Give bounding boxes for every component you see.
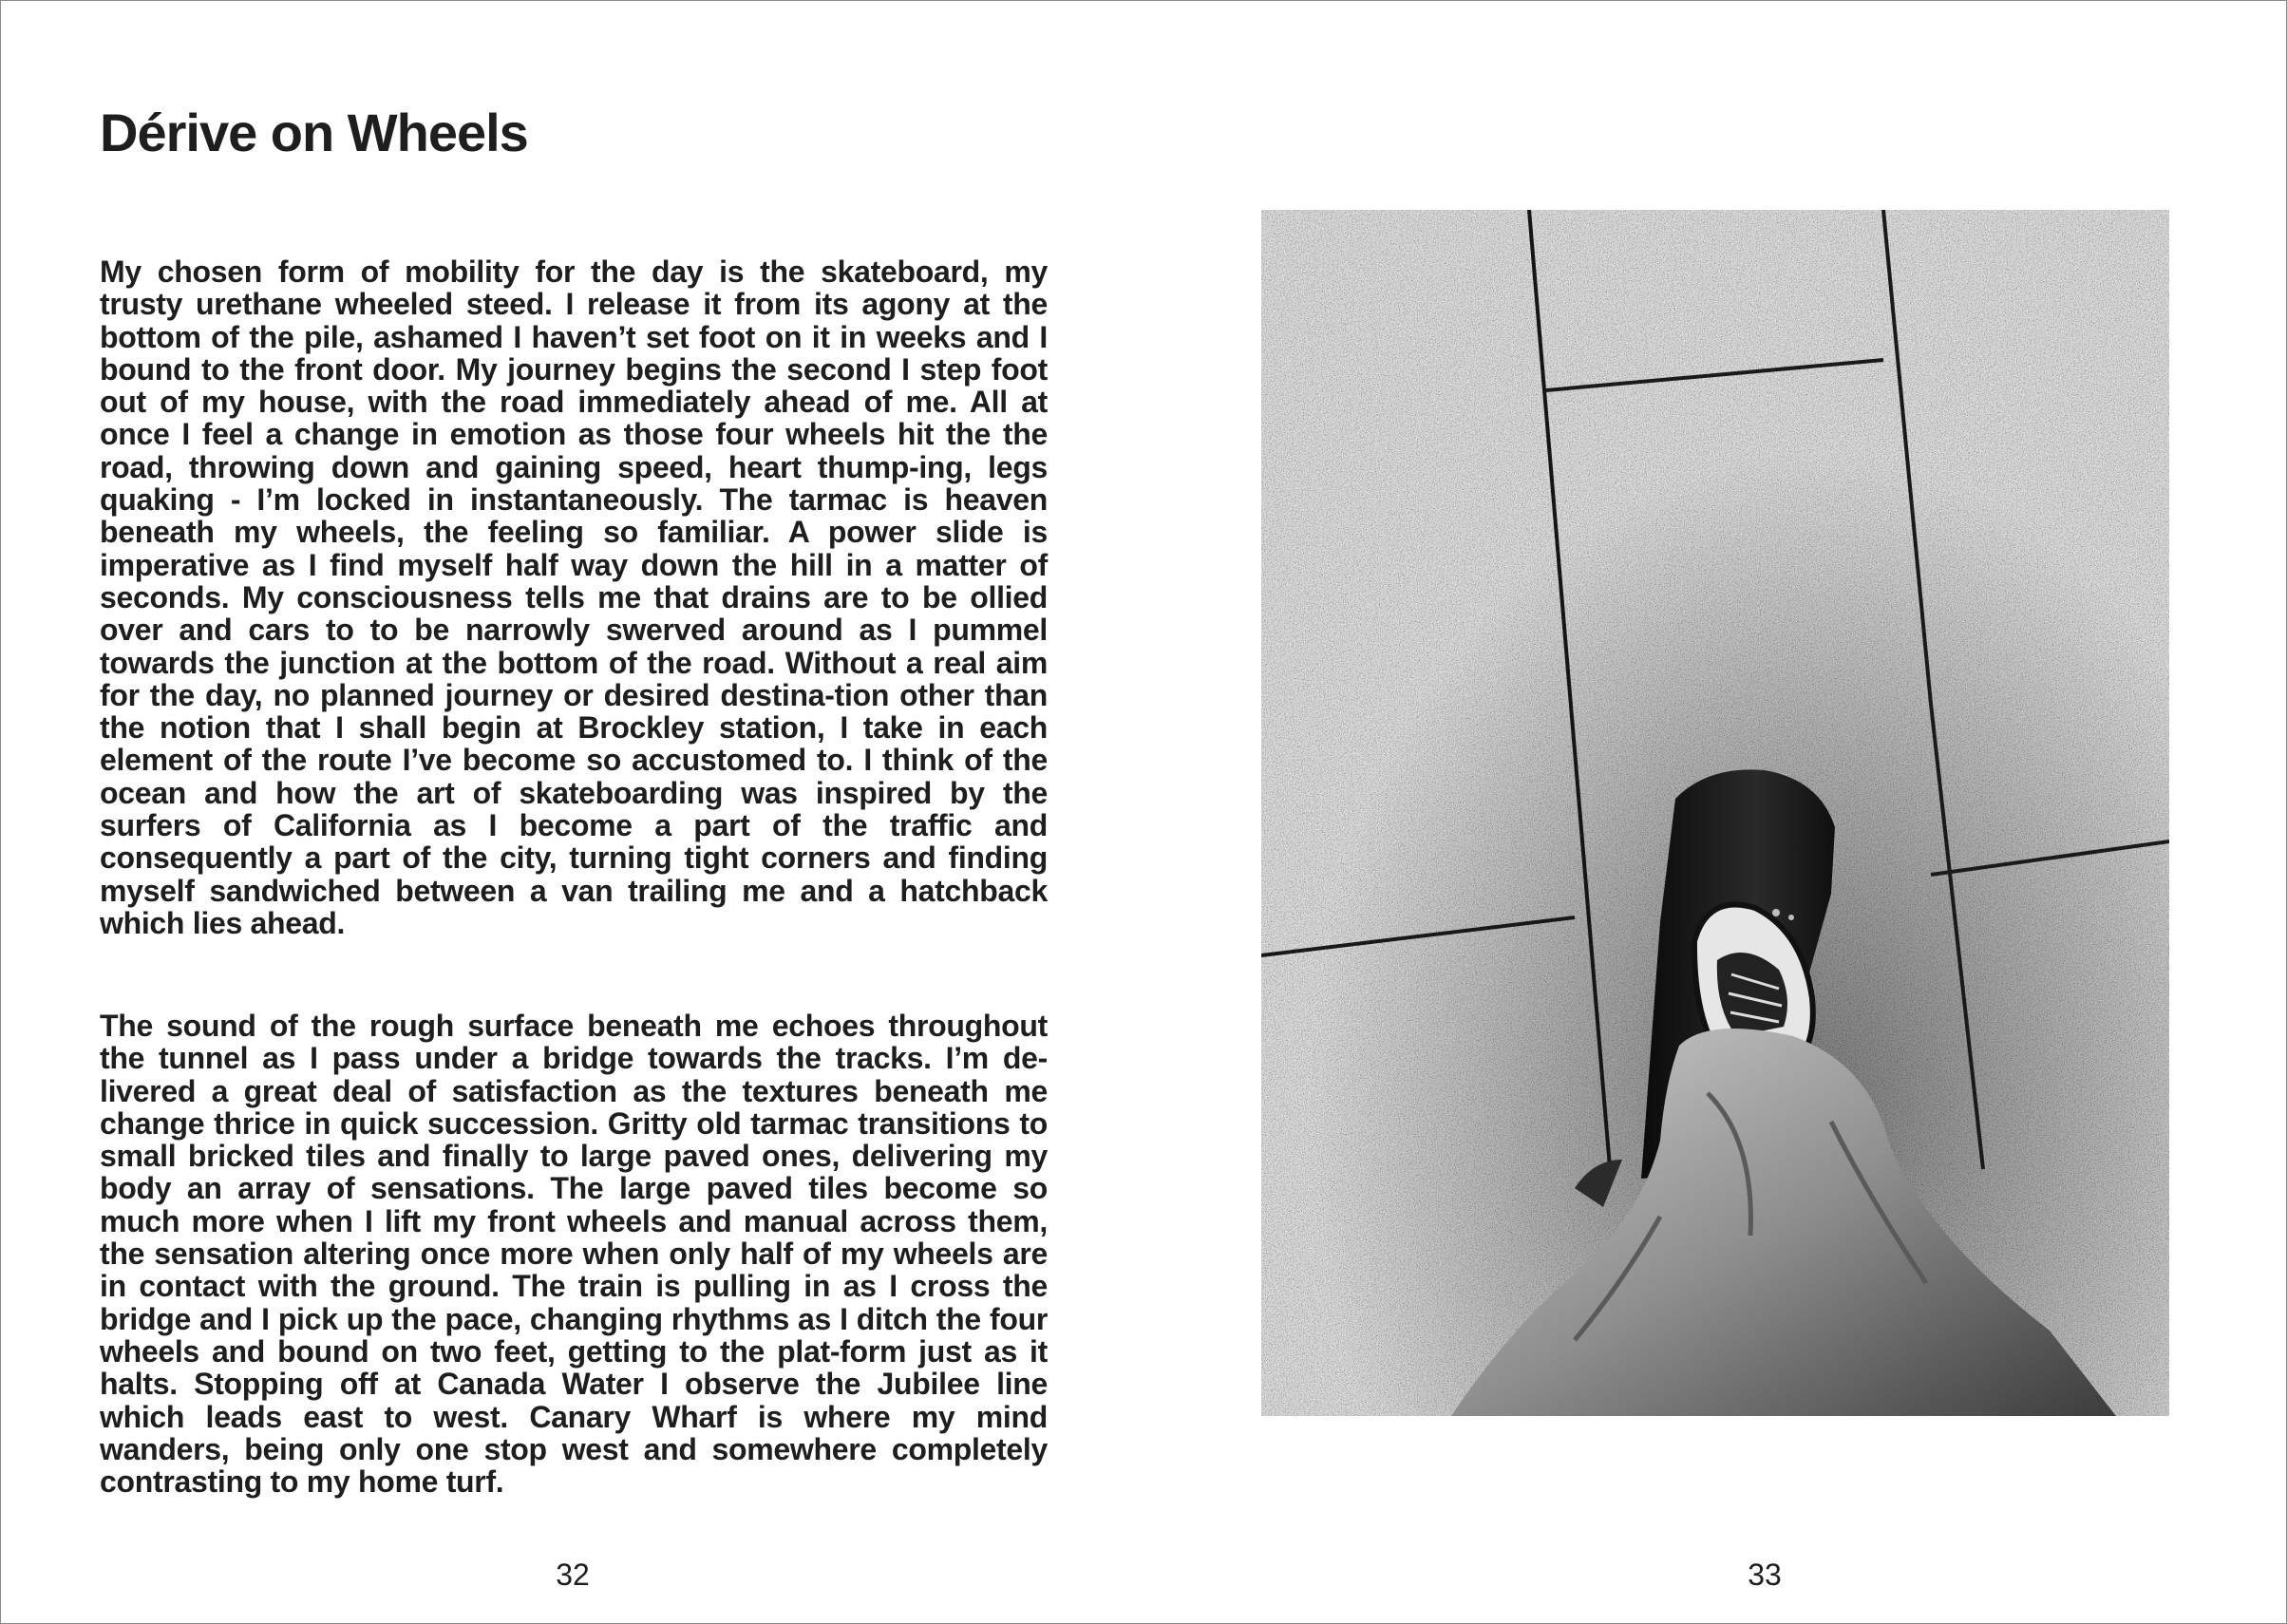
article-title: Dérive on Wheels	[100, 103, 528, 162]
skateboard-photo-icon	[1261, 210, 2169, 1416]
body-paragraph-1: My chosen form of mobility for the day is the skateboard, my trusty urethane wheeled steed. I release it from its agony at the bottom of the pile, ashamed I haven’t set foot on it in weeks and I bound to the front door. My journey begins the second I step foot out of my house, with the road immediately ahead of me. All at once I feel a change in emotion as those four wheels hit the the road, throwing down and gaining speed, heart thump-ing, legs quaking - I’m locked in instantaneously. The tarmac is heaven beneath my wheels, the feeling so familiar. A power slide is imperative as I find myself half way down the hill in a matter of seconds. My consciousness tells me that drains are to be ollied over and cars to to be narrowly swerved around as I pummel towards the junction at the bottom of the road. Without a real aim for the day, no planned journey or desired destina-tion other than the notion that I shall begin at Brockley station, I take in each element of the route I’ve become so accustomed to. I think of the ocean and how the art of skateboarding was inspired by the surfers of California as I become a part of the traffic and consequently a part of the city, turning tight corners and finding myself sandwiched between a van trailing me and a hatchback which lies ahead.	[100, 255, 1048, 940]
right-page	[1144, 1, 2286, 1623]
skateboard-photo	[1261, 210, 2169, 1416]
page-number-left: 32	[556, 1558, 590, 1592]
page-number-right: 33	[1748, 1558, 1782, 1592]
left-page	[1, 1, 1144, 1623]
body-paragraph-2: The sound of the rough surface beneath me echoes throughout the tunnel as I pass under a bridge towards the tracks. I’m de-livered a great deal of satisfaction as the textures beneath me change thrice in quick succession. Gritty old tarmac transitions to small bricked tiles and finally to large paved ones, delivering my body an array of sensations. The large paved tiles become so much more when I lift my front wheels and manual across them, the sensation altering once more when only half of my wheels are in contact with the ground. The train is pulling in as I cross the bridge and I pick up the pace, changing rhythms as I ditch the four wheels and bound on two feet, getting to the plat-form just as it halts. Stopping off at Canada Water I observe the Jubilee line which leads east to west. Canary Wharf is where my mind wanders, being only one stop west and somewhere completely contrasting to my home turf.	[100, 1009, 1048, 1500]
